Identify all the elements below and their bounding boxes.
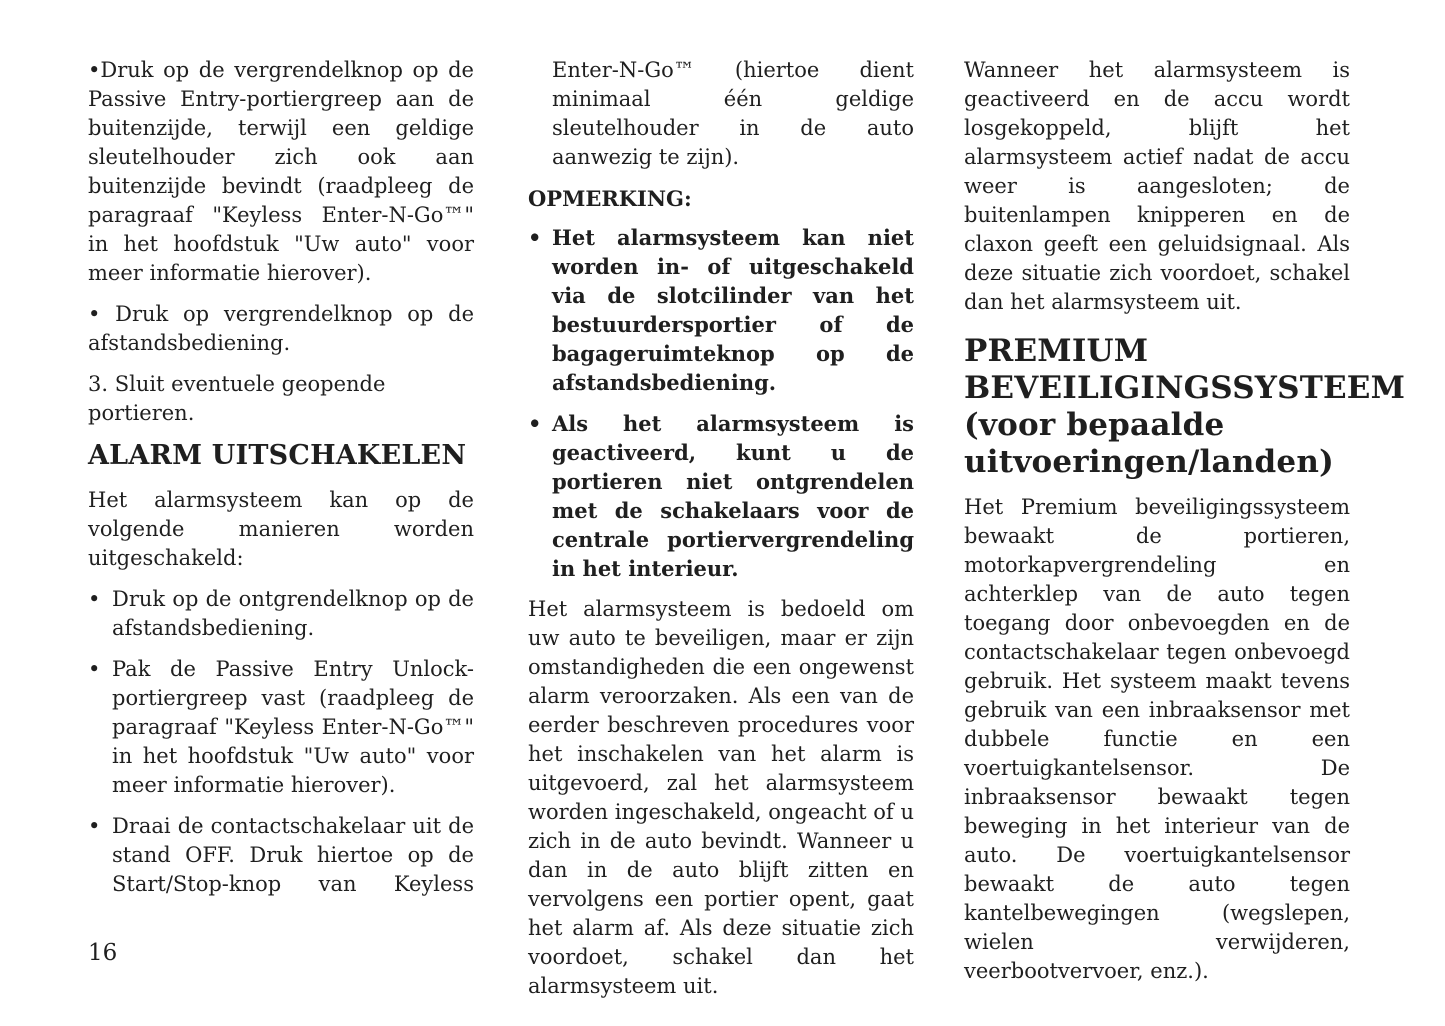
list-item (528, 409, 914, 583)
disarm-ignition-text: Draai de contactschakelaar uit de stand OFF. Druk hiertoe op de Start/Stop-knop van Keyless (112, 814, 474, 896)
battery-paragraph: Wanneer het alarmsysteem is geactiveerd en de accu wordt losgekoppeld, blijft het alarmsysteem actief nadat de accu weer is aangesloten; de buitenlampen knipperen en de claxon geeft een geluidsignaal. Als deze situatie zich voordoet, schakel dan het alarmsysteem uit. (964, 58, 1350, 314)
column-left (88, 56, 474, 911)
bullet-mark: • (88, 814, 101, 838)
heading-line: (voor bepaalde (964, 407, 1225, 443)
premium-security-paragraph: Het Premium beveiligingssysteem bewaakt de portieren, motorkapvergrendeling en achterklep van de auto tegen toegang door onbevoegden en de contactschakelaar tegen onbevoegd gebruik. Het systeem maakt tevens gebruik van een inbraaksensor met dubbele functie en een voertuigkantelsensor. De inbraaksensor bewaakt tegen beweging in het interieur van de auto. De voertuigkantelsensor bewaakt de auto tegen kantelbewegingen (wegslepen, wielen verwijderen, veerbootvervoer, enz.). (964, 495, 1350, 983)
lock-remote-paragraph: • Druk op vergrendelknop op de afstandsbediening. (88, 302, 474, 355)
heading-premium-security (964, 333, 1406, 481)
false-alarm-paragraph: Het alarmsysteem is bedoeld om uw auto te beveiligen, maar er zijn omstandigheden die een ongewenst alarm veroorzaken. Als een van de eerder beschreven procedures voor het inschakelen van het alarm is uitgevoerd, zal het alarmsysteem worden ingeschakeld, ongeacht of u zich in de auto bevindt. Wanneer u dan in de auto blijft zitten en vervolgens een portier opent, gaat het alarm af. Als deze situatie zich voordoet, schakel dan het alarmsysteem uit. (528, 597, 914, 998)
heading-alarm-disarm: ALARM UITSCHAKELEN (88, 440, 467, 471)
disarm-handle-text: Pak de Passive Entry Unlock-portiergreep vast (raadpleeg de paragraaf "Keyless Enter-N-Go™" in het hoofdstuk "Uw auto" voor meer informatie hierover). (112, 657, 474, 797)
list-item (88, 812, 474, 899)
note-bullet-1: Het alarmsysteem kan niet worden in- of uitgeschakeld via de slotcilinder van het bestuurdersportier of de bagageruimteknop op de afstandsbediening. (552, 225, 914, 395)
heading-line: BEVEILIGINGSSYSTEEM (964, 370, 1406, 406)
step-close-doors: 3. Sluit eventuele geopende portieren. (88, 372, 386, 425)
list-item (528, 223, 914, 397)
heading-line: uitvoeringen/landen) (964, 444, 1334, 480)
disarm-remote-text: Druk op de ontgrendelknop op de afstandsbediening. (112, 587, 474, 640)
bullet-mark: • (88, 587, 101, 611)
note-bullet-2: Als het alarmsysteem is geactiveerd, kunt u de portieren niet ontgrendelen met de schakelaars voor de centrale portiervergrendeling in het interieur. (552, 411, 914, 581)
column-middle (528, 56, 914, 1013)
note-heading: OPMERKING: (528, 186, 692, 211)
list-item (88, 585, 474, 643)
list-item (88, 655, 474, 800)
bullet-mark: • (528, 225, 542, 250)
heading-line: PREMIUM (964, 333, 1149, 369)
column-right (964, 56, 1406, 998)
bullet-mark: • (88, 657, 101, 681)
continuation-text: Enter-N-Go™ (hiertoe dient minimaal één geldige sleutelhouder in de auto aanwezig te zijn). (552, 58, 914, 169)
page-number: 16 (88, 940, 118, 966)
bullet-mark: • (528, 411, 542, 436)
lock-handle-paragraph: •Druk op de vergrendelknop op de Passive Entry-portiergreep aan de buitenzijde, terwijl een geldige sleutelhouder zich ook aan buitenzijde bevindt (raadpleeg de paragraaf "Keyless Enter-N-Go™" in het hoofdstuk "Uw auto" voor meer informatie hierover). (88, 58, 474, 285)
disarm-intro: Het alarmsysteem kan op de volgende manieren worden uitgeschakeld: (88, 488, 474, 570)
